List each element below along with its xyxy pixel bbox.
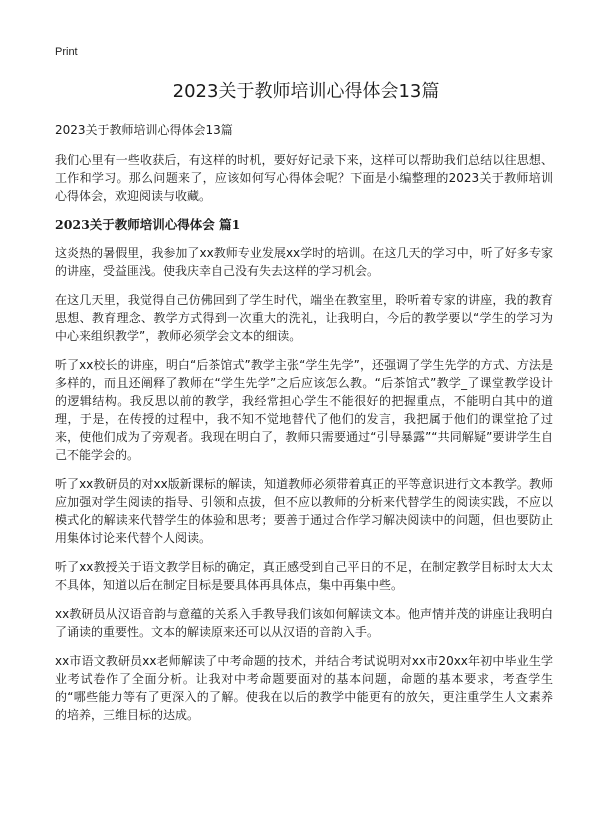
- body-paragraph-6: xx教研员从汉语音韵与意蕴的关系入手教导我们该如何解读文本。他声情并茂的讲座让我明白了诵读的重要性。文本的解读原来还可以从汉语的音韵入手。: [55, 607, 553, 639]
- print-link[interactable]: Print: [55, 46, 78, 58]
- body-paragraph-3: 听了xx校长的讲座，明白“后茶馆式”教学主张“学生先学”，还强调了学生先学的方式、方法是多样的，而且还阐释了教师在“学生先学”之后应该怎么教。“后茶馆式”教学_了课堂教学设计的逻辑结构。我反思以前的教学，我经常担心学生不能很好的把握重点，不能明白其中的道理，于是，在传授的过程中，我不知不觉地替代了他们的发言，我把属于他们的课堂抢了过来，使他们成为了旁观者。我现在明白了，教师只需要通过“引导暴露”“共同解疑”要讲学生自己不能学会的。: [55, 358, 553, 462]
- article-body: [55, 122, 553, 735]
- intro-paragraph: 我们心里有一些收获后，有这样的时机，要好好记录下来，这样可以帮助我们总结以往思想、工作和学习。那么问题来了，应该如何写心得体会呢？下面是小编整理的2023关于教师培训心得体会，欢迎阅读与收藏。: [55, 153, 553, 203]
- body-paragraph-7: xx市语文教研员xx老师解读了中考命题的技术，并结合考试说明对xx市20xx年初中毕业生学业考试卷作了全面分析。让我对中考命题要面对的基本问题，命题的基本要求，考查学生的“哪些能力等有了更深入的了解。使我在以后的教学中能更有的放矢，更注重学生人文素养的培养，三维目标的达成。: [55, 654, 553, 722]
- body-paragraph-4: 听了xx教研员的对xx版新课标的解读，知道教师必须带着真正的平等意识进行文本教学。教师应加强对学生阅读的指导、引领和点拔，但不应以教师的分析来代替学生的阅读实践，不应以模式化的解读来代替学生的体验和思考；要善于通过合作学习解决阅读中的问题，但也要防止用集体讨论来代替个人阅读。: [55, 477, 553, 545]
- section-heading: 2023关于教师培训心得体会 篇1: [55, 217, 241, 232]
- document-title: 2023关于教师培训心得体会13篇: [172, 81, 440, 102]
- document-subtitle: 2023关于教师培训心得体会13篇: [55, 123, 233, 137]
- body-paragraph-2: 在这几天里，我觉得自己仿佛回到了学生时代，端坐在教室里，聆听着专家的讲座，我的教育思想、教育理念、教学方式得到一次重大的洗礼，让我明白，今后的教学要以“学生的学习为中心来组织教学”，教师必须学会文本的细读。: [55, 293, 553, 343]
- body-paragraph-5: 听了xx教授关于语文教学目标的确定，真正感受到自己平日的不足，在制定教学目标时太大太不具体，知道以后在制定目标是要具体再具体点，集中再集中些。: [55, 560, 553, 592]
- body-paragraph-1: 这炎热的暑假里，我参加了xx教师专业发展xx学时的培训。在这几天的学习中，听了好多专家的讲座，受益匪浅。使我庆幸自己没有失去这样的学习机会。: [55, 246, 553, 278]
